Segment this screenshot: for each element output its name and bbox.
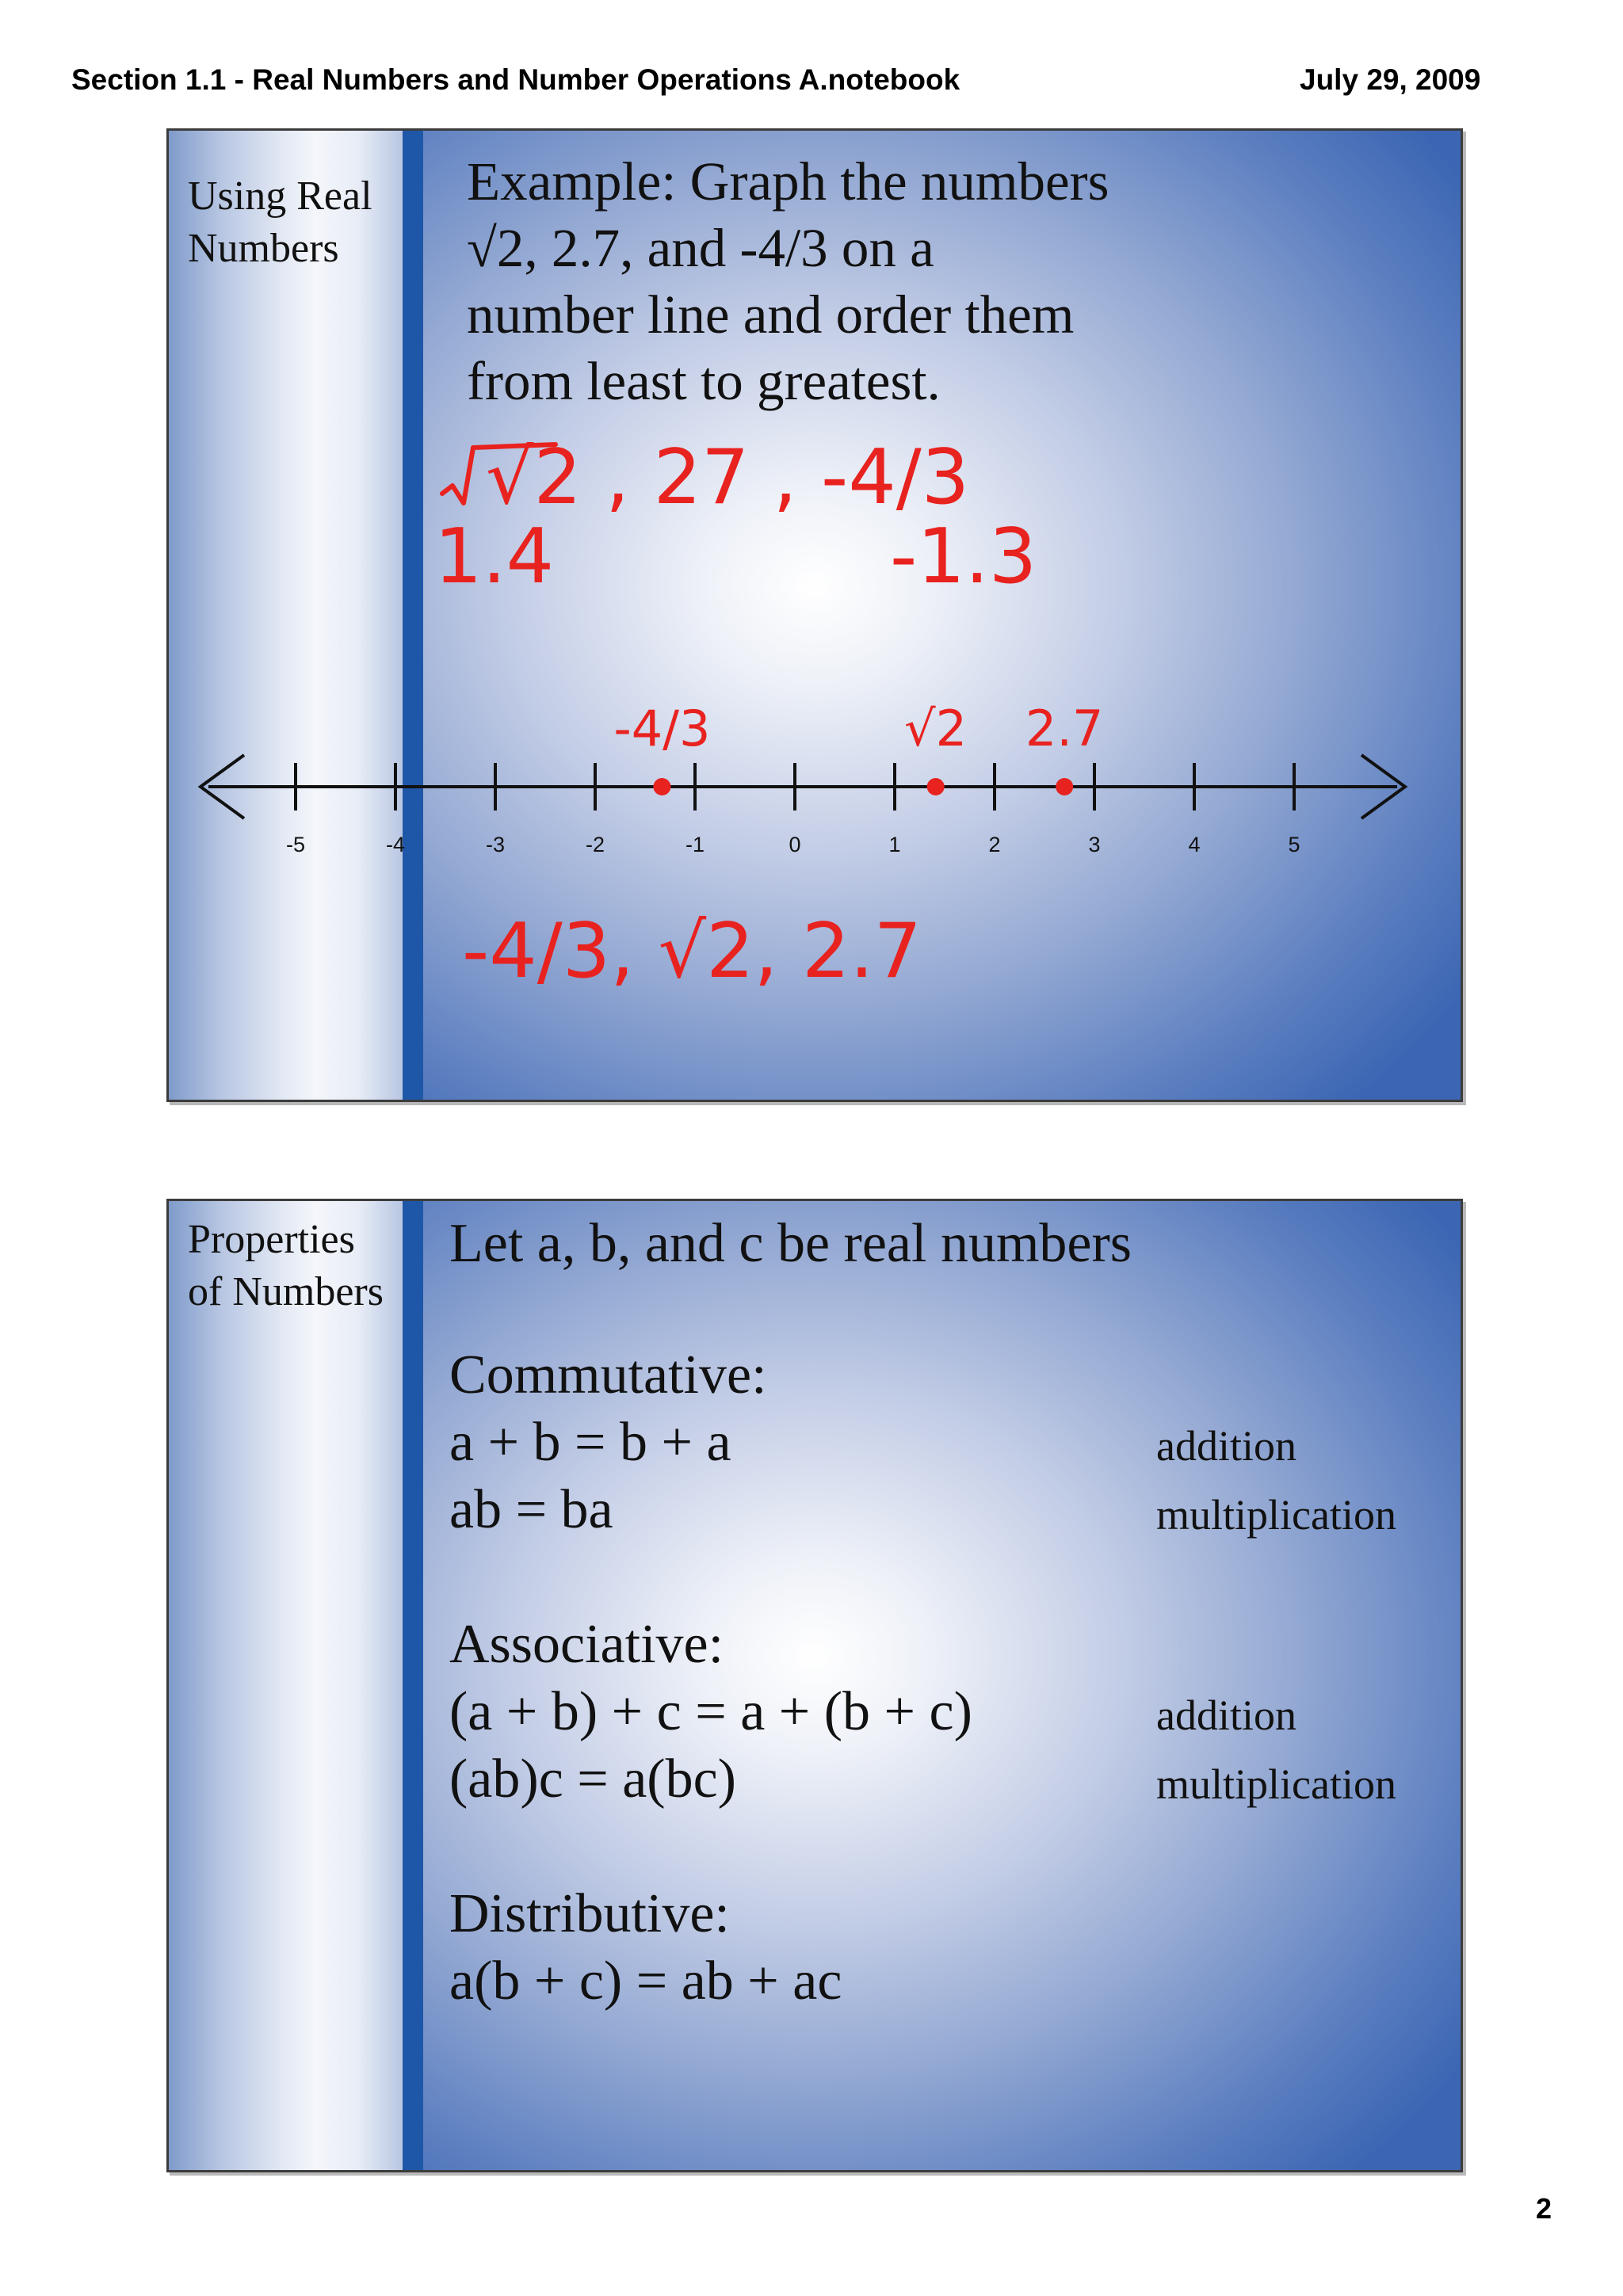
number-line-tick-label: 0 bbox=[789, 833, 801, 856]
prompt-line: Example: Graph the numbers bbox=[467, 151, 1109, 212]
number-line-tick-label: 2 bbox=[988, 833, 1001, 856]
number-line-tick-label: -2 bbox=[585, 833, 605, 856]
number-line-tick-label: 4 bbox=[1188, 833, 1201, 856]
document-title: Section 1.1 - Real Numbers and Number Operations A.notebook bbox=[71, 63, 960, 96]
number-line-tick-label: 3 bbox=[1088, 833, 1101, 856]
property-operation: multiplication bbox=[1156, 1491, 1396, 1539]
sidebar-title-line: Numbers bbox=[188, 226, 339, 271]
number-line-point bbox=[1056, 778, 1073, 795]
number-line-tick-label: -1 bbox=[685, 833, 705, 856]
slide-properties-of-numbers bbox=[166, 1199, 1463, 2172]
slide-sidebar-title bbox=[188, 1214, 410, 1318]
handwritten-annotations bbox=[169, 131, 1461, 1100]
number-line-point bbox=[653, 778, 670, 795]
handwritten-ordered-list: -4/3, √2, 2.7 bbox=[462, 908, 922, 995]
handwritten-point-label: 2.7 bbox=[1025, 700, 1104, 757]
slide-using-real-numbers bbox=[166, 128, 1463, 1102]
sidebar-title-line: Properties bbox=[188, 1217, 355, 1262]
property-formula: (ab)c = a(bc) bbox=[449, 1749, 736, 1810]
property-operation: addition bbox=[1156, 1691, 1296, 1739]
sidebar-title-line: Using Real bbox=[188, 174, 372, 219]
slide-sidebar bbox=[169, 1201, 407, 2170]
number-line-tick-label: -4 bbox=[385, 833, 406, 856]
prompt-line: from least to greatest. bbox=[467, 351, 941, 411]
number-line-tick-label: -5 bbox=[285, 833, 306, 856]
number-line-tick-label: 1 bbox=[888, 833, 901, 856]
handwritten-point-label: √2 bbox=[904, 700, 968, 757]
handwritten-decimal-right: -1.3 bbox=[890, 513, 1037, 601]
property-formula: a(b + c) = ab + ac bbox=[449, 1951, 842, 2012]
property-operation: addition bbox=[1156, 1422, 1296, 1470]
number-line-tick-label: -3 bbox=[485, 833, 506, 856]
number-line-tick-label: 5 bbox=[1288, 833, 1300, 856]
prompt-line: √2, 2.7, and -4/3 on a bbox=[467, 218, 934, 278]
prompt-line: number line and order them bbox=[467, 284, 1075, 345]
document-date: July 29, 2009 bbox=[1300, 63, 1481, 96]
number-line-point bbox=[927, 778, 945, 795]
property-heading-associative: Associative: bbox=[449, 1614, 724, 1675]
property-heading-commutative: Commutative: bbox=[449, 1344, 767, 1405]
property-operation: multiplication bbox=[1156, 1760, 1396, 1808]
property-formula: (a + b) + c = a + (b + c) bbox=[449, 1681, 972, 1742]
slide-divider-bar bbox=[403, 1201, 423, 2170]
number-line bbox=[200, 700, 1405, 856]
handwritten-decimal-left: 1.4 bbox=[434, 513, 555, 601]
handwritten-numbers: √2 , 27 , -4/3 bbox=[486, 434, 970, 521]
property-formula: ab = ba bbox=[449, 1479, 613, 1540]
property-formula: a + b = b + a bbox=[449, 1412, 731, 1473]
property-heading-distributive: Distributive: bbox=[449, 1883, 730, 1944]
properties-intro: Let a, b, and c be real numbers bbox=[449, 1213, 1132, 1274]
page-number: 2 bbox=[1536, 2192, 1552, 2225]
sidebar-title-line: of Numbers bbox=[188, 1269, 384, 1314]
handwritten-point-label: -4/3 bbox=[613, 700, 711, 757]
